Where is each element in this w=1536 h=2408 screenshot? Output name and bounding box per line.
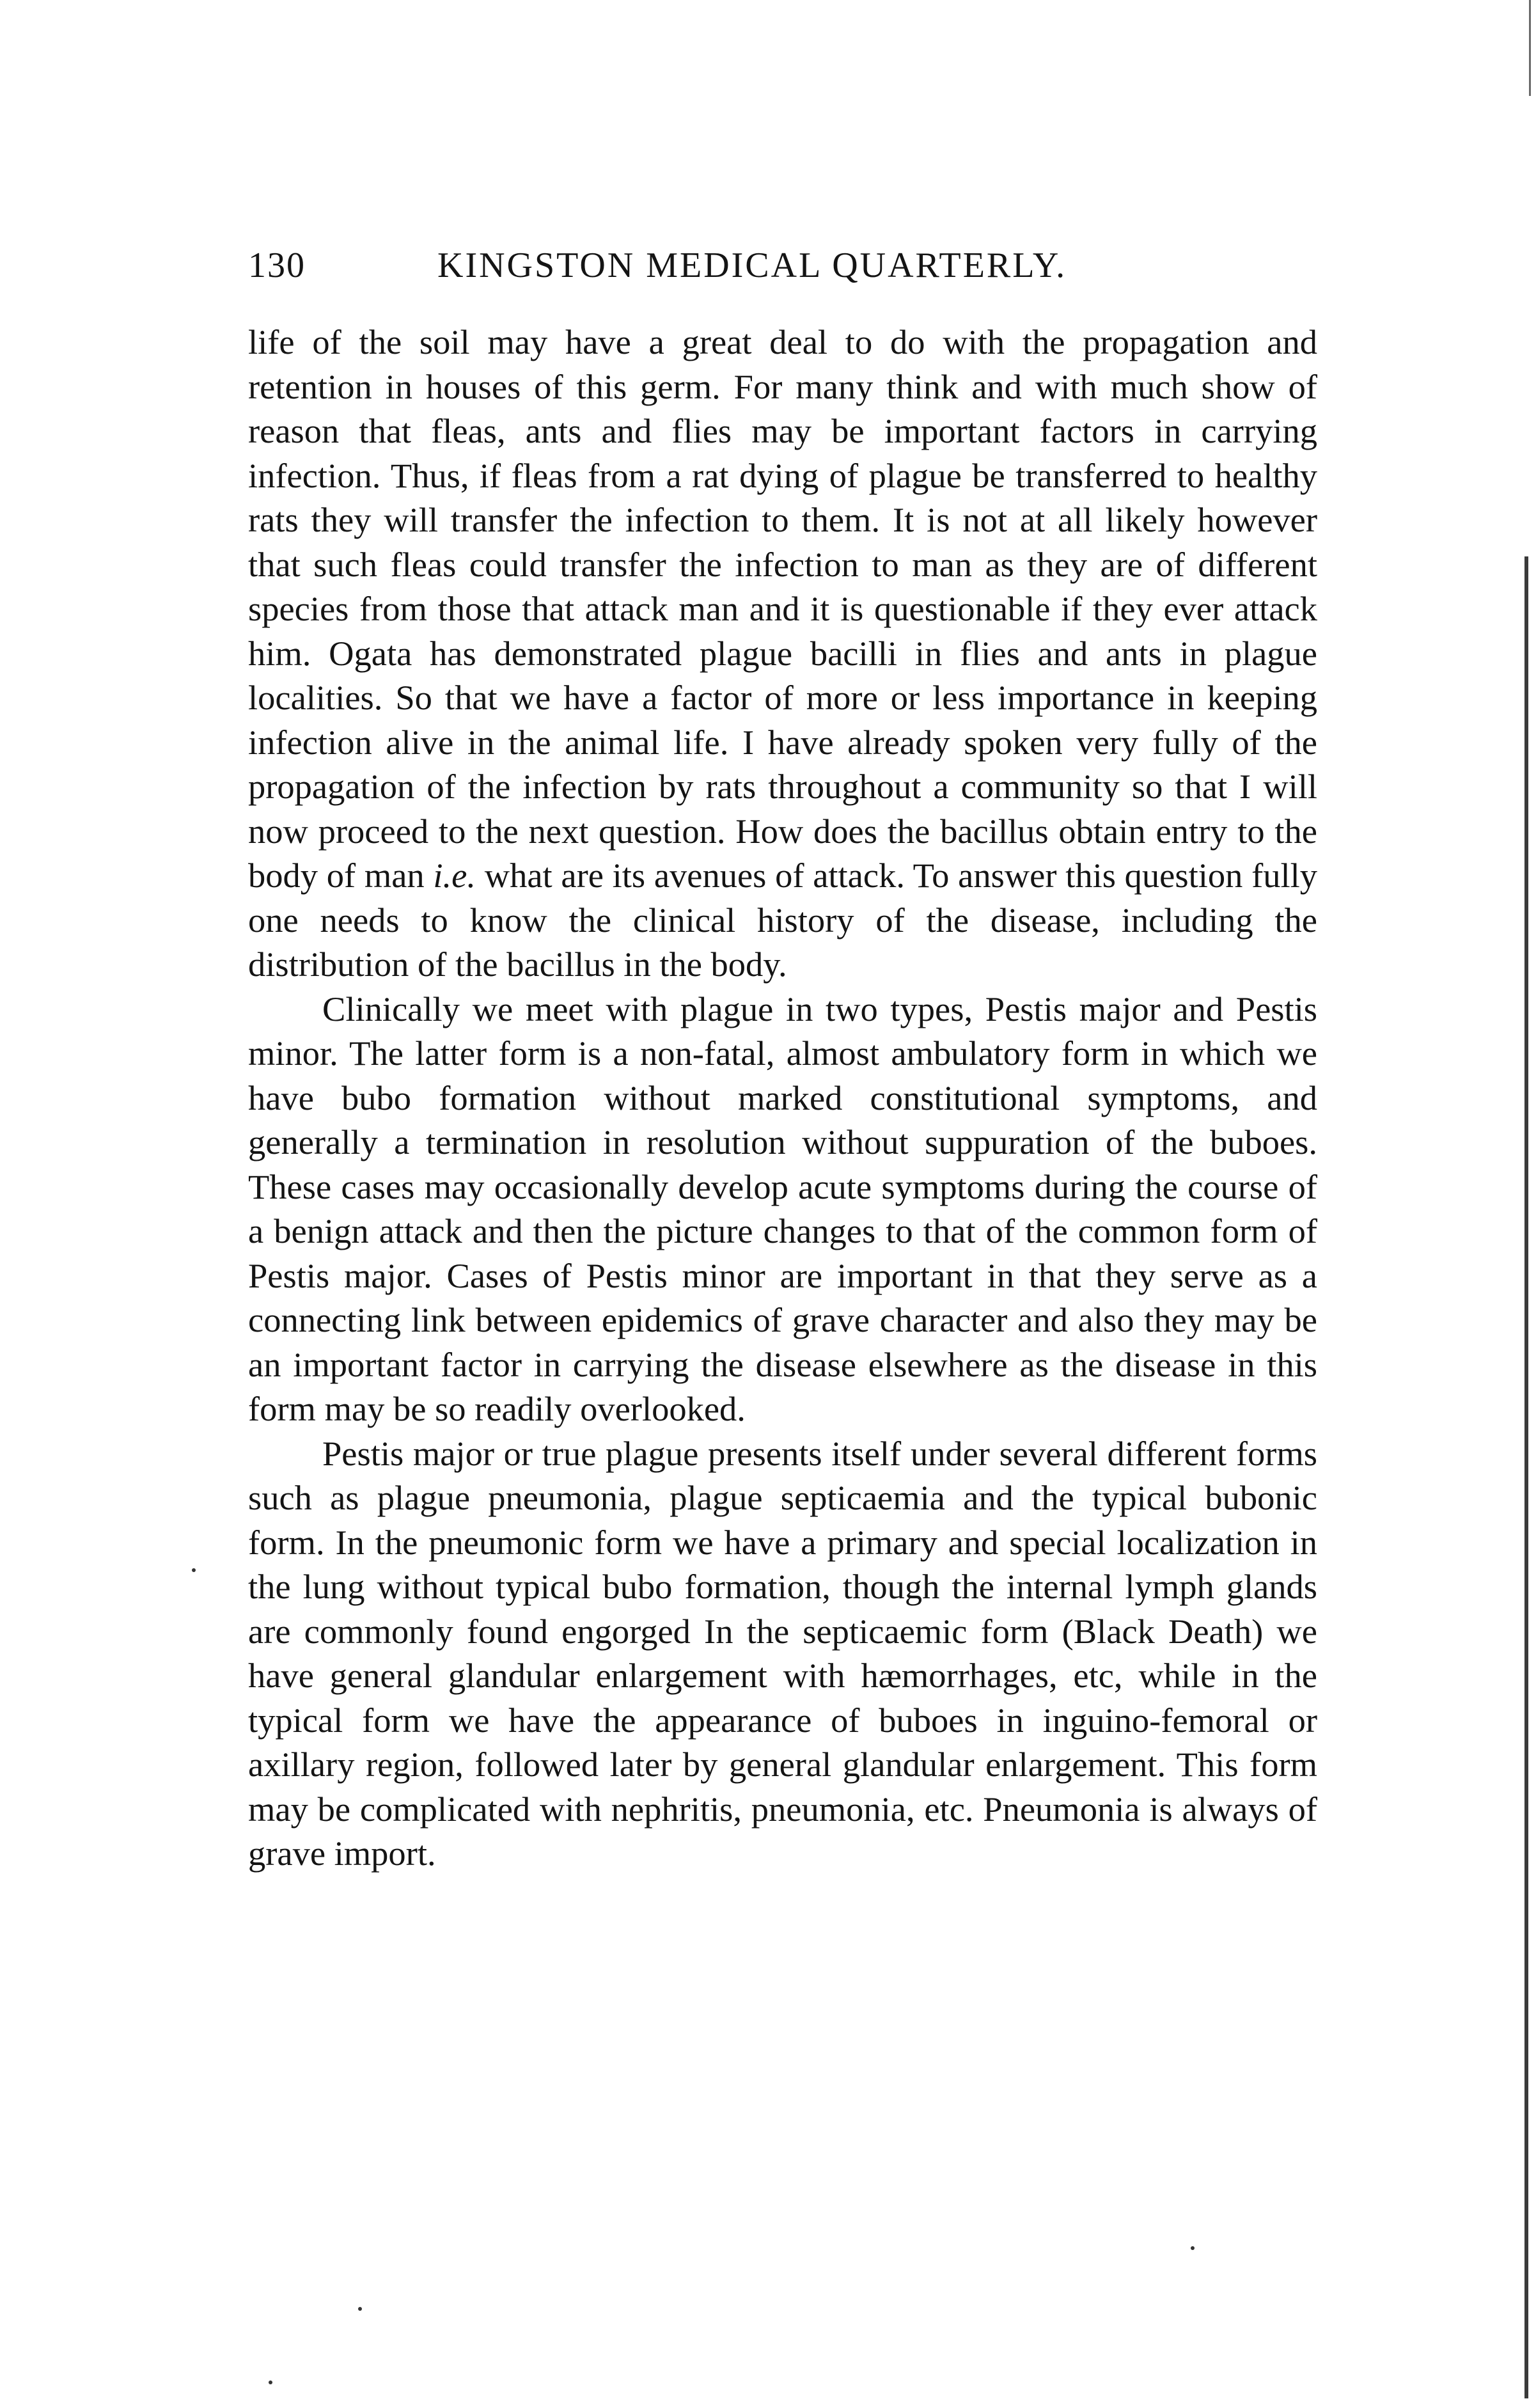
page-binding-edge	[1524, 556, 1528, 2398]
running-head	[248, 240, 1348, 291]
page-number: 130	[248, 246, 306, 285]
body-text	[248, 320, 1317, 1876]
print-speck	[1191, 2246, 1195, 2250]
paragraph-text: life of the soil may have a great deal to do with the propagation and retention in houses of this germ. For many think and with much show of reason that fleas, ants and flies may be important factors in carrying infection. Thus, if fleas from a rat dying of plague be transferred to healthy rats they will transfer the infection to them. It is not at all likely however that such fleas could transfer the infection to man as they are of different species from those that attack man and it is questionable if they ever attack him. Ogata has demonstrated plague bacilli in flies and ants in plague localities. So that we have a factor of more or less importance in keeping infection alive in the animal life. I have already spoken very fully of the propagation of the infection by rats throughout a community so that I will now proceed to the next question. How does the bacillus obtain entry to the body of man	[248, 322, 1317, 895]
paragraph-continuation	[248, 320, 1317, 987]
page-edge-line	[1529, 0, 1531, 96]
print-speck	[192, 1568, 196, 1572]
paragraph-clinical-types: Clinically we meet with plague in two types, Pestis major and Pestis minor. The latter form is a non-fatal, almost ambulatory form in which we have bubo formation without marked constitutional symptoms, and generally a termination in resolution without suppuration of the buboes. These cases may occasionally develop acute symptoms during the course of a benign attack and then the picture changes to that of the common form of Pestis major. Cases of Pestis minor are important in that they serve as a connecting link between epidemics of grave character and also they may be an important factor in carrying the disease elsewhere as the disease in this form may be so readily overlooked.	[248, 989, 1317, 1428]
journal-title: KINGSTON MEDICAL QUARTERLY.	[437, 246, 1067, 285]
print-speck	[358, 2307, 362, 2311]
paragraph-text: what are its avenues of attack. To answer this question fully one needs to know the clinical history of the disease, including the distribution of the bacillus in the body.	[248, 856, 1318, 984]
print-speck	[269, 2380, 272, 2384]
paragraph-pestis-major: Pestis major or true plague presents itself under several different forms such as plague pneumonia, plague septicaemia and the typical bubonic form. In the pneumonic form we have a primary and special localization in the lung without typical bubo formation, though the internal lymph glands are commonly found engorged In the septicaemic form (Black Death) we have general glandular enlargement with hæmorrhages, etc, while in the typical form we have the appearance of buboes in inguino-femoral or axillary region, followed later by general glandular enlargement. This form may be complicated with nephritis, pneumonia, etc. Pneumonia is always of grave import.	[248, 1433, 1317, 1873]
italic-abbreviation: i.e.	[433, 856, 476, 895]
